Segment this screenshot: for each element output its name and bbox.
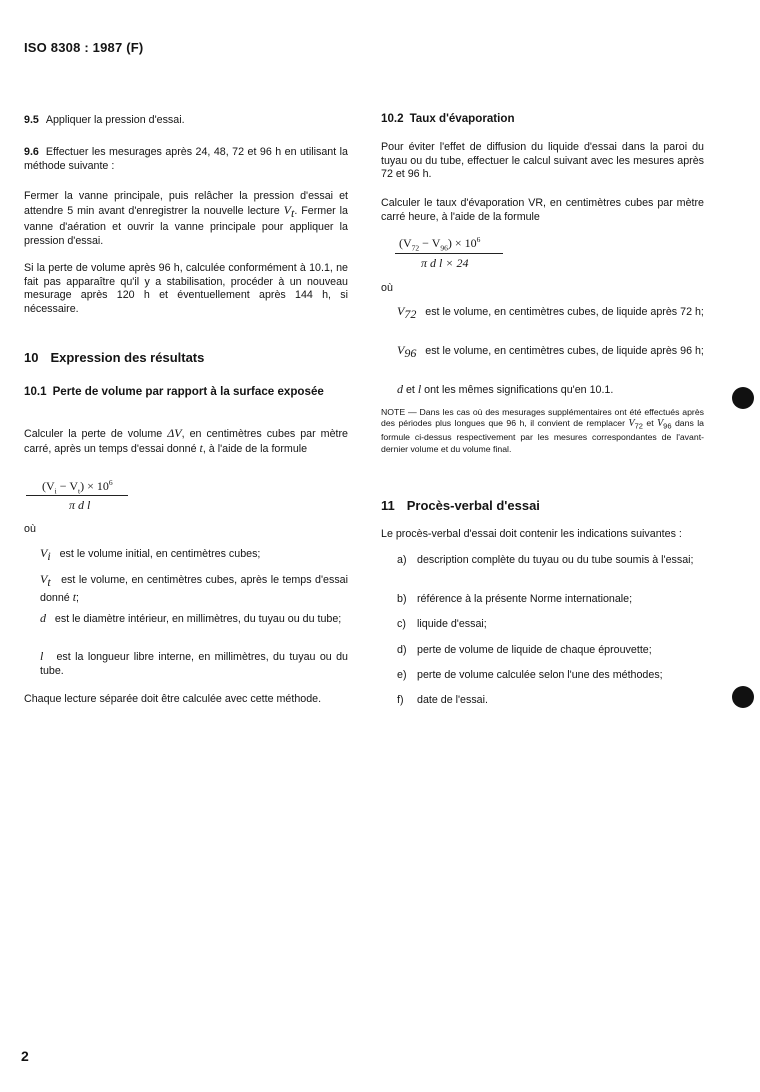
- list-item: a) description complète du tuyau ou du tube soumis à l'essai;: [397, 554, 694, 566]
- symbol: t: [199, 440, 203, 455]
- document-header: ISO 8308 : 1987 (F): [24, 40, 144, 55]
- section-text: Effectuer les mesurages après 24, 48, 72 et 96 h en utilisant la méthode suivante :: [24, 146, 348, 172]
- paragraph-perte: Si la perte de volume après 96 h, calculée conformément à 10.1, ne fait pas apparaître qu'il y a stabilisation, procéder à un nouveau mesurage après 120 h et éventuellement après 144 h, si nécessaire.: [24, 262, 348, 315]
- symbol-subscript: t: [290, 205, 295, 220]
- heading-number: 10.1: [24, 385, 47, 398]
- definition-item: d et l ont les mêmes significations qu'en 10.1.: [397, 382, 614, 396]
- paragraph-chaque: Chaque lecture séparée doit être calculée avec cette méthode.: [24, 693, 322, 705]
- binding-hole-icon: [732, 686, 754, 708]
- paragraph-fermer: [24, 190, 348, 249]
- symbol: V: [283, 202, 291, 217]
- list-item: c) liquide d'essai;: [397, 618, 487, 630]
- definition-item: $V_i$ est le volume initial, en centimètres cubes;: [40, 546, 261, 564]
- section-number: 9.6: [24, 146, 39, 158]
- binding-hole-icon: [732, 387, 754, 409]
- paragraph-eviter: Pour éviter l'effet de diffusion du liquide d'essai dans la paroi du tuyau ou du tube, effectuer le calcul suivant avec les mesures après 72 et 96 h.: [381, 141, 704, 181]
- section-text: Appliquer la pression d'essai.: [45, 114, 185, 126]
- label-ou: où: [24, 523, 36, 535]
- paragraph-pv: Le procès-verbal d'essai doit contenir les indications suivantes :: [381, 528, 682, 540]
- heading-title: Procès-verbal d'essai: [406, 498, 540, 513]
- text-run: Calculer la perte de volume: [24, 428, 168, 440]
- heading-number: 10: [24, 350, 39, 365]
- heading-title: Expression des résultats: [50, 350, 205, 365]
- symbol: ΔV: [167, 426, 182, 440]
- definition-item: d est le diamètre intérieur, en millimètres, du tuyau ou du tube;: [40, 611, 342, 625]
- formula-denominator: π d l: [69, 498, 91, 512]
- formula-numerator: $(V_i - V_t) \times 10^6$: [42, 478, 113, 496]
- heading-number: 11: [381, 498, 395, 513]
- definition-item: $V_t$ est le volume, en centimètres cubes, après le temps d'essai donné t;: [40, 572, 348, 604]
- list-item: d) perte de volume de liquide de chaque éprouvette;: [397, 644, 652, 656]
- heading-title: Perte de volume par rapport à la surface exposée: [52, 385, 324, 398]
- formula-evaporation: [381, 235, 541, 275]
- definition-item: $V_{72}$ est le volume, en centimètres cubes, de liquide après 72 h;: [397, 304, 704, 322]
- heading-section-11: [381, 498, 704, 514]
- label-ou: où: [381, 282, 393, 294]
- heading-number: 10.2: [381, 112, 404, 125]
- list-item: b) référence à la présente Norme internationale;: [397, 593, 633, 605]
- text-run: . Fermer la vanne d'aération et ouvrir la vanne principale pour appliquer la pression d'essai.: [24, 204, 348, 247]
- formula-volume-loss: [24, 478, 174, 518]
- heading-section-10-1: [24, 385, 348, 399]
- text-run: Fermer la vanne principale, puis relâcher la pression d'essai et attendre 5 min avant d'enregistrer la nouvelle lecture: [24, 190, 348, 217]
- definition-item: $V_{96}$ est le volume, en centimètres cubes, de liquide après 96 h;: [397, 343, 704, 361]
- section-9-5: [24, 114, 348, 128]
- paragraph-taux: Calculer le taux d'évaporation VR, en centimètres cubes par mètre carré heure, à l'aide de la formule: [381, 197, 704, 223]
- heading-section-10-2: [381, 112, 704, 126]
- heading-title: Taux d'évaporation: [409, 112, 515, 125]
- paragraph-calculer: [24, 427, 348, 456]
- formula-denominator: π d l × 24: [421, 256, 469, 270]
- section-number: 9.5: [24, 114, 39, 126]
- fraction-bar: [395, 253, 503, 254]
- definition-item: l est la longueur libre interne, en millimètres, du tuyau ou du tube.: [40, 649, 348, 677]
- note: NOTE — Dans les cas où des mesurages supplémentaires ont été effectués après des périodes plus longues que 96 h, il convient de remplacer $V_{72}$ et $V_{96}$ dans la formule ci-dessus respectivement par les mesures correspondantes de l'avant-dernier volume et du volume final.: [381, 407, 704, 454]
- text-run: , à l'aide de la formule: [202, 442, 308, 455]
- text-run: , en centimètres cubes par mètre carré, après un temps d'essai donné: [24, 428, 348, 455]
- list-item: e) perte de volume calculée selon l'une des méthodes;: [397, 669, 663, 681]
- page-number: 2: [21, 1048, 29, 1064]
- heading-section-10: [24, 350, 348, 366]
- section-9-6: [24, 146, 348, 173]
- fraction-bar: [26, 495, 128, 496]
- list-item: f) date de l'essai.: [397, 694, 488, 706]
- formula-numerator: $(V_{72} - V_{96}) \times 10^6$: [399, 235, 481, 253]
